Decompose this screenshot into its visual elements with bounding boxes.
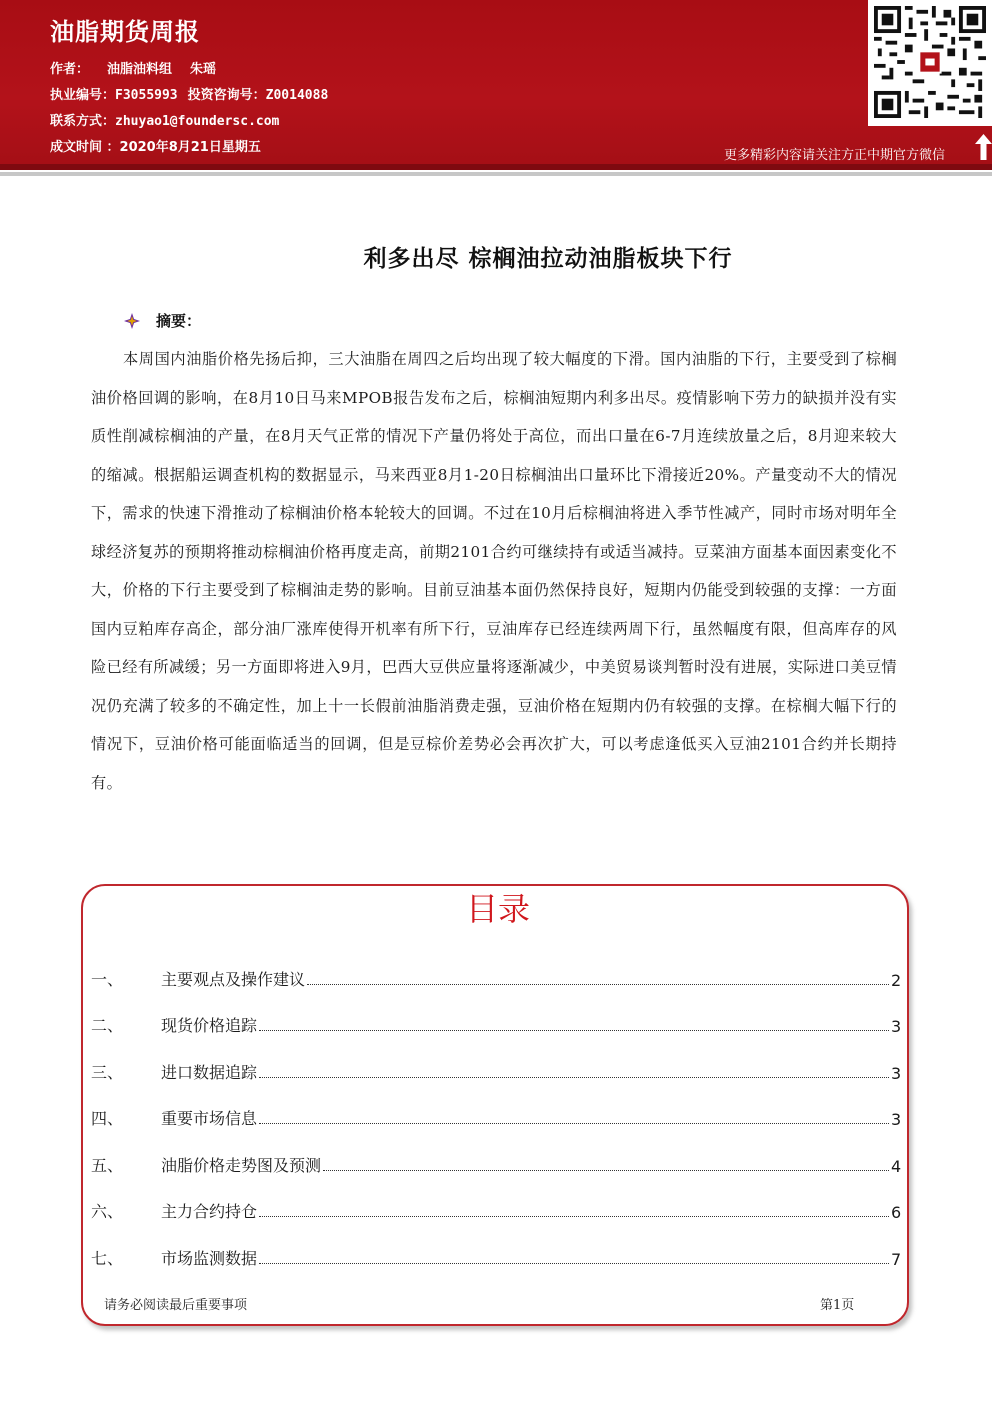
contact-email[interactable]: zhuyao1@foundersc.com [115, 114, 280, 129]
license-label: 执业编号： [50, 88, 116, 103]
toc-item[interactable] [91, 1198, 901, 1222]
qr-code-icon [874, 6, 986, 118]
toc-leader-dots [259, 1123, 889, 1124]
abstract-body: 本周国内油脂价格先扬后抑，三大油脂在周四之后均出现了较大幅度的下滑。国内油脂的下行，主要受到了棕榈油价格回调的影响，在8月10日马来MPOB报告发布之后，棕榈油短期内利多出尽。疫情影响下劳力的缺损并没有实质性削减棕榈油的产量，在8月天气正常的情况下产量仍将处于高位，而出口量在6-7月连续放量之后，8月迎来较大的缩减。根据船运调查机构的数据显示，马来西亚8月1-20日棕榈油出口量环比下滑接近20%。产量变动不大的情况下，需求的快速下滑推动了棕榈油价格本轮较大的回调。不过在10月后棕榈油将进入季节性减产，同时市场对明年全球经济复苏的预期将推动棕榈油价格再度走高，前期2101合约可继续持有或适当减持。豆菜油方面基本面因素变化不大，价格的下行主要受到了棕榈油走势的影响。目前豆油基本面仍然保持良好，短期内仍能受到较强的支撑：一方面国内豆粕库存高企，部分油厂涨库使得开机率有所下行，豆油库存已经连续两周下行，虽然幅度有限，但高库存的风险已经有所减缓；另一方面即将进入9月，巴西大豆供应量将逐渐减少，中美贸易谈判暂时没有进展，实际进口美豆情况仍充满了较多的不确定性，加上十一长假前油脂消费走强，豆油价格在短期内仍有较强的支撑。在棕榈大幅下行的情况下，豆油价格可能面临适当的回调，但是豆棕价差势必会再次扩大，可以考虑逢低买入豆油2101合约并长期持有。 [91, 350, 897, 792]
toc-item-page[interactable]: 3 [891, 1110, 902, 1129]
follow-wechat-text[interactable]: 更多精彩内容请关注方正中期官方微信 [724, 148, 946, 163]
toc-item-page[interactable]: 7 [891, 1250, 902, 1269]
license-number: F3055993 [115, 88, 178, 103]
toc-leader-dots [259, 1263, 889, 1264]
toc-item-label[interactable]: 市场监测数据 [161, 1249, 258, 1268]
toc-leader-dots [259, 1077, 889, 1078]
date-line [50, 136, 261, 155]
toc-item-number: 五、 [91, 1156, 124, 1175]
qr-code[interactable] [868, 0, 992, 126]
date-label: 成文时间 ： [50, 140, 120, 155]
bullet-icon [124, 313, 140, 329]
report-title: 油脂期货周报 [50, 18, 200, 46]
toc-item[interactable] [91, 1245, 901, 1269]
up-arrow-icon [975, 134, 992, 160]
toc-item-number: 一、 [91, 970, 124, 989]
toc-item-page[interactable]: 3 [891, 1064, 902, 1083]
abstract-label-text: 摘要： [156, 312, 202, 330]
toc-item-number: 四、 [91, 1109, 124, 1128]
toc-leader-dots [259, 1030, 889, 1031]
header-divider [0, 164, 992, 170]
toc-item[interactable] [91, 1059, 901, 1083]
toc-item[interactable] [91, 1012, 901, 1036]
toc-item-page[interactable]: 3 [891, 1017, 902, 1036]
report-heading: 利多出尽 棕榈油拉动油脂板块下行 [363, 246, 733, 272]
abstract-label [124, 310, 201, 331]
author-group: 油脂油料组 [107, 62, 173, 77]
header-divider-grey [0, 172, 992, 176]
toc-leader-dots [307, 984, 889, 985]
toc-leader-dots [323, 1170, 889, 1171]
license-line [50, 84, 328, 103]
consult-number: Z0014088 [265, 88, 329, 103]
toc-item-label[interactable]: 主力合约持仓 [161, 1202, 258, 1221]
toc-item-label[interactable]: 油脂价格走势图及预测 [161, 1156, 322, 1175]
toc-item-label[interactable]: 主要观点及操作建议 [161, 970, 306, 989]
author-line [50, 58, 216, 77]
toc-item-number: 六、 [91, 1202, 124, 1221]
toc-title: 目录 [465, 890, 530, 928]
toc-item-label[interactable]: 进口数据追踪 [161, 1063, 258, 1082]
toc-leader-dots [259, 1216, 889, 1217]
date-value: 2020年8月21日星期五 [119, 140, 261, 155]
toc-item[interactable] [91, 966, 901, 990]
toc-item[interactable] [91, 1105, 901, 1129]
contact-label: 联系方式： [50, 114, 116, 129]
toc-item-number: 七、 [91, 1249, 124, 1268]
author-label: 作者： [50, 62, 90, 77]
toc-item-label[interactable]: 现货价格追踪 [161, 1016, 258, 1035]
contact-line [50, 110, 279, 129]
toc-item-page[interactable]: 2 [891, 971, 902, 990]
toc-item-page[interactable]: 4 [891, 1157, 902, 1176]
toc-item-number: 二、 [91, 1016, 124, 1035]
toc-item[interactable] [91, 1152, 901, 1176]
footer-page-number: 第1页 [820, 1298, 855, 1313]
toc-item-label[interactable]: 重要市场信息 [161, 1109, 258, 1128]
toc-item-number: 三、 [91, 1063, 124, 1082]
consult-label: 投资咨询号： [187, 88, 266, 103]
author-name: 朱瑶 [190, 62, 217, 77]
footer-notice: 请务必阅读最后重要事项 [104, 1298, 248, 1313]
toc-item-page[interactable]: 6 [891, 1203, 902, 1222]
